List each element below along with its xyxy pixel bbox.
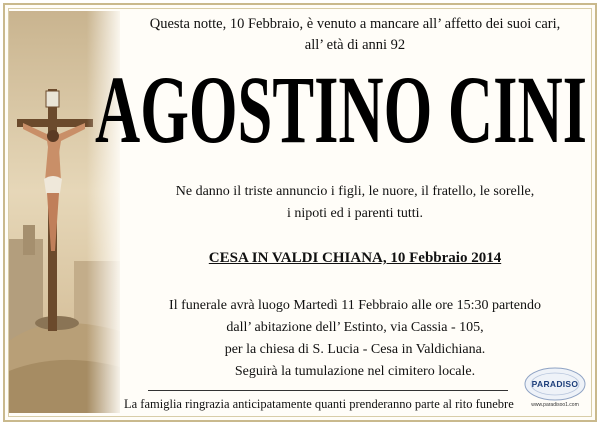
- place-date: CESA IN VALDI CHIANA, 10 Febbraio 2014: [208, 250, 502, 266]
- deceased-name: AGOSTINO CINI: [95, 62, 587, 154]
- funeral-line-2: dall’ abitazione dell’ Estinto, via Cassia - 105,: [226, 320, 484, 335]
- logo-brand: PARADISO: [531, 379, 579, 389]
- intro-line-1: Questa notte, 10 Febbraio, è venuto a mancare all’ affetto dei suoi cari,: [149, 16, 561, 32]
- thanks-line: La famiglia ringrazia anticipatamente quanti prenderanno parte al rito funebre: [124, 397, 514, 411]
- agency-logo[interactable]: [520, 360, 590, 416]
- logo-url: www.paradisoo1.com: [531, 402, 579, 408]
- intro-line-2: all’ età di anni 92: [304, 37, 406, 53]
- announcement-line-2: i nipoti ed i parenti tutti.: [286, 206, 424, 221]
- deceased-name-block: [92, 62, 590, 154]
- funeral-line-3: per la chiesa di S. Lucia - Cesa in Valdichiana.: [224, 342, 486, 357]
- announcement-line-1: Ne danno il triste annuncio i figli, le nuore, il fratello, le sorelle,: [175, 184, 535, 199]
- funeral-line-1: Il funerale avrà luogo Martedì 11 Febbraio alle ore 15:30 partendo: [169, 298, 541, 313]
- divider-line: [148, 390, 508, 391]
- funeral-line-4: Seguirà la tumulazione nel cimitero locale.: [234, 364, 476, 379]
